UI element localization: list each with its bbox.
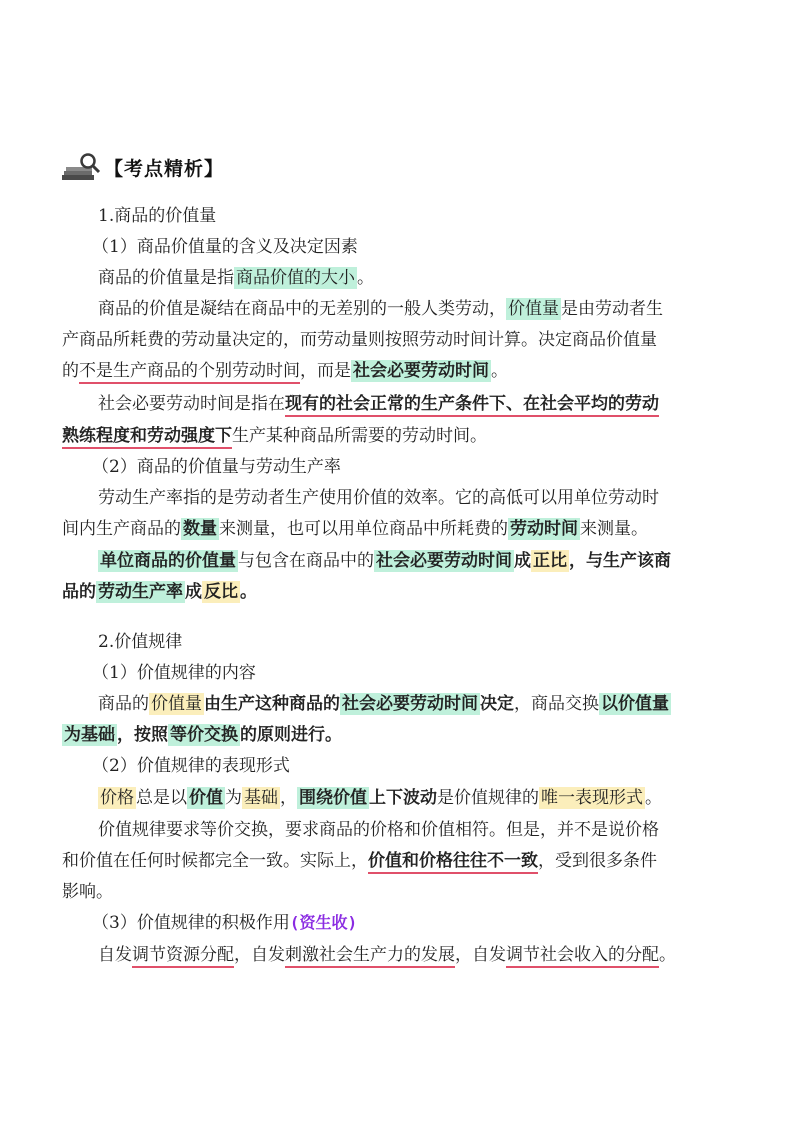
text-span: ，自发 <box>455 945 506 965</box>
highlight-green: 以价值量 <box>601 694 669 714</box>
underline-red: 不是生产商品的个别劳动时间 <box>79 361 300 384</box>
paragraph-line <box>62 356 508 386</box>
underline-red: 熟练程度和劳动强度下 <box>62 426 232 449</box>
highlight-green: 社会必要劳动时间 <box>376 551 512 571</box>
sub3-title: （3）价值规律的积极作用 <box>92 913 290 933</box>
highlight-yellow: 反比 <box>204 582 238 602</box>
text-span: 来测量，也可以用单位商品中所耗费的 <box>219 519 508 539</box>
text-span: 总是以 <box>136 788 187 808</box>
text-span: 与包含在商品中的 <box>238 551 374 571</box>
highlight-green: 劳动生产率 <box>98 582 183 602</box>
text-span: 来测量。 <box>580 519 648 539</box>
part2-sub1: （1）价值规律的内容 <box>92 663 256 683</box>
purple-dot-mark: 生 <box>353 940 370 970</box>
highlight-yellow: 价格 <box>100 788 134 808</box>
text-span: 商品的 <box>98 694 149 714</box>
underline-red <box>506 945 659 968</box>
paragraph-line <box>98 783 662 813</box>
handwritten-note: (资生收) <box>289 913 358 932</box>
text-span: 是价值规律的 <box>437 788 539 808</box>
paragraph-line: 产商品所耗费的劳动量决定的，而劳动量则按照劳动时间计算。决定商品价值量 <box>62 330 657 350</box>
paragraph-line: 价值规律要求等价交换，要求商品的价格和价值相符。但是，并不是说价格 <box>98 820 659 840</box>
text-span: 入的分配 <box>591 945 659 965</box>
paragraph-line <box>62 514 648 544</box>
underline-red <box>285 945 455 968</box>
highlight-yellow: 价值量 <box>151 694 202 714</box>
text-span: 成 <box>185 582 202 602</box>
purple-dot-mark: 资 <box>166 940 183 970</box>
part1-heading: 1.商品的价值量 <box>98 206 217 226</box>
bold-text: 由生产这种商品的 <box>204 694 340 714</box>
bold-text: 的原则进行。 <box>240 725 342 745</box>
bold-text: ，按照 <box>117 725 168 745</box>
highlight-green: 围绕价值 <box>299 788 367 808</box>
text-span: 是由劳动者生 <box>561 299 663 319</box>
paragraph-line <box>98 263 374 293</box>
highlight-green: 价值 <box>189 788 223 808</box>
text-span: 和价值在任何时候都完全一致。实际上， <box>62 851 368 871</box>
paragraph-line <box>98 689 671 719</box>
text-span: ，自发 <box>234 945 285 965</box>
paragraph-line: 影响。 <box>62 882 113 902</box>
underline-red: 价值和价格往往不一致 <box>368 851 538 874</box>
paragraph-line <box>62 577 257 607</box>
paragraph-line <box>62 846 657 876</box>
underline-red <box>132 945 234 968</box>
bold-text: 决定 <box>480 694 514 714</box>
part2-sub2: （2）价值规律的表现形式 <box>92 756 290 776</box>
part1-sub1: （1）商品价值量的含义及决定因素 <box>92 237 358 257</box>
purple-dot-mark: 收 <box>574 940 591 970</box>
text-span: 。 <box>491 361 508 381</box>
book-magnifier-icon <box>62 152 102 182</box>
highlight-green: 为基础 <box>64 725 115 745</box>
text-span: 商品的价值量是指 <box>98 268 234 288</box>
text-span: ，而是 <box>300 361 351 381</box>
text-span: 品的 <box>62 582 96 602</box>
part2-sub3 <box>92 908 357 938</box>
text-span: 调节社会 <box>506 945 574 965</box>
highlight-green: 单位商品的价值量 <box>100 551 236 571</box>
highlight-green: 社会必要劳动时间 <box>353 361 489 381</box>
highlight-yellow: 正比 <box>533 551 567 571</box>
underline-red: 现有的社会正常的生产条件下、在社会平均的劳动 <box>285 394 659 417</box>
section-header <box>62 150 224 184</box>
section-title: 【考点精析】 <box>104 157 225 180</box>
text-span: 的 <box>62 361 79 381</box>
text-span: ，受到很多条件 <box>538 851 657 871</box>
highlight-yellow: 基础 <box>244 788 278 808</box>
text-span: 调节 <box>132 945 166 965</box>
text-span: ， <box>280 788 297 808</box>
highlight-green: 数量 <box>183 519 217 539</box>
part1-sub2: （2）商品的价值量与劳动生产率 <box>92 457 341 477</box>
bold-text: 上下波动 <box>369 788 437 808</box>
text-span: ，与生产该商 <box>569 551 671 571</box>
text-span: 为 <box>225 788 242 808</box>
text-span: 。 <box>659 945 676 965</box>
text-span: ，商品交换 <box>514 694 599 714</box>
text-span: 生产某种商品所需要的劳动时间。 <box>232 426 487 446</box>
text-span: 。 <box>645 788 662 808</box>
highlight-yellow: 唯一表现形式 <box>541 788 643 808</box>
highlight-green: 等价交换 <box>170 725 238 745</box>
text-span: 社会必要劳动时间是指在 <box>98 394 285 414</box>
paragraph-line: 劳动生产率指的是劳动者生产使用价值的效率。它的高低可以用单位劳动时 <box>98 488 659 508</box>
text-span: 。 <box>357 268 374 288</box>
text-span: 间内生产商品的 <box>62 519 181 539</box>
text-span: 成 <box>514 551 531 571</box>
highlight-green: 劳动时间 <box>510 519 578 539</box>
text-span: 自发 <box>98 945 132 965</box>
paragraph-line <box>98 546 671 576</box>
text-span: 。 <box>240 582 257 602</box>
paragraph-line <box>98 389 659 419</box>
text-span: 产力的发展 <box>370 945 455 965</box>
text-span: 源分配 <box>183 945 234 965</box>
paragraph-line <box>98 940 676 970</box>
highlight-green: 价值量 <box>508 299 559 319</box>
highlight-green: 商品价值的大小 <box>236 268 355 288</box>
highlight-green: 社会必要劳动时间 <box>342 694 478 714</box>
paragraph-line <box>62 720 342 750</box>
paragraph-line <box>62 421 487 451</box>
text-span: 刺激社会 <box>285 945 353 965</box>
part2-heading: 2.价值规律 <box>98 632 183 652</box>
text-span: 商品的价值是凝结在商品中的无差别的一般人类劳动， <box>98 299 506 319</box>
paragraph-line <box>98 294 663 324</box>
